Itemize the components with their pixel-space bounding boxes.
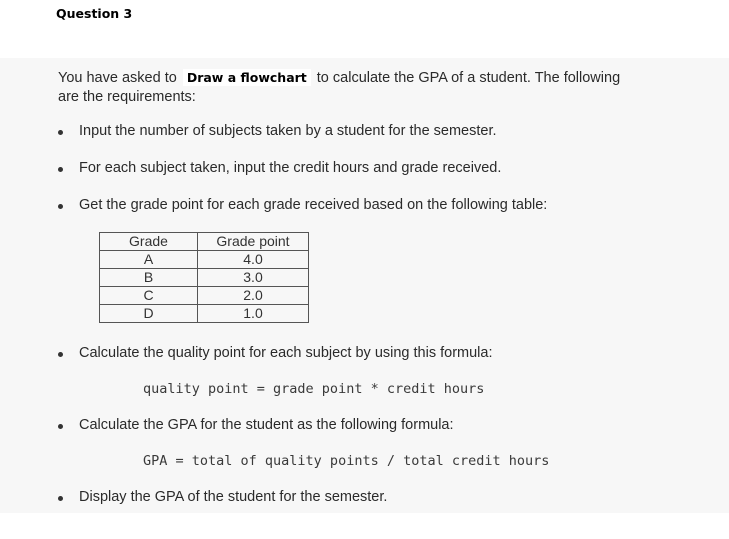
intro-line-2: are the requirements: [58, 89, 196, 105]
table-header-row [100, 233, 309, 251]
grade-point-cell: 4.0 [198, 251, 309, 269]
header-grade: Grade [100, 233, 198, 251]
bullet-dot-icon [58, 352, 63, 357]
grade-cell: C [100, 287, 198, 305]
grade-cell: A [100, 251, 198, 269]
bullet-text: Input the number of subjects taken by a student for the semester. [79, 123, 497, 139]
intro-before: You have asked to [58, 70, 177, 86]
table-row [100, 269, 309, 287]
highlighted-instruction: Draw a flowchart [183, 69, 311, 86]
bullet-text: Get the grade point for each grade received based on the following table: [79, 197, 548, 213]
grade-cell: B [100, 269, 198, 287]
intro-paragraph [58, 68, 648, 107]
intro-after: to calculate the GPA of a student. The following [316, 70, 621, 86]
table-row [100, 305, 309, 323]
gpa-formula: GPA = total of quality points / total credit hours [143, 453, 550, 469]
grade-cell: D [100, 305, 198, 323]
header-grade-point: Grade point [198, 233, 309, 251]
bullet-text: Display the GPA of the student for the semester. [79, 489, 388, 505]
quality-point-formula: quality point = grade point * credit hours [143, 381, 485, 397]
bullet-dot-icon [58, 167, 63, 172]
grade-point-cell: 3.0 [198, 269, 309, 287]
bullet-dot-icon [58, 496, 63, 501]
grade-point-cell: 1.0 [198, 305, 309, 323]
grade-point-table [99, 232, 309, 323]
grade-point-cell: 2.0 [198, 287, 309, 305]
bullet-text: Calculate the GPA for the student as the following formula: [79, 417, 454, 433]
table-row [100, 251, 309, 269]
bullet-dot-icon [58, 130, 63, 135]
bullet-dot-icon [58, 424, 63, 429]
bullet-text: For each subject taken, input the credit hours and grade received. [79, 160, 502, 176]
bullet-dot-icon [58, 204, 63, 209]
bullet-text: Calculate the quality point for each subject by using this formula: [79, 345, 493, 361]
intro-line-1 [58, 68, 648, 88]
question-heading: Question 3 [56, 6, 133, 21]
table-row [100, 287, 309, 305]
